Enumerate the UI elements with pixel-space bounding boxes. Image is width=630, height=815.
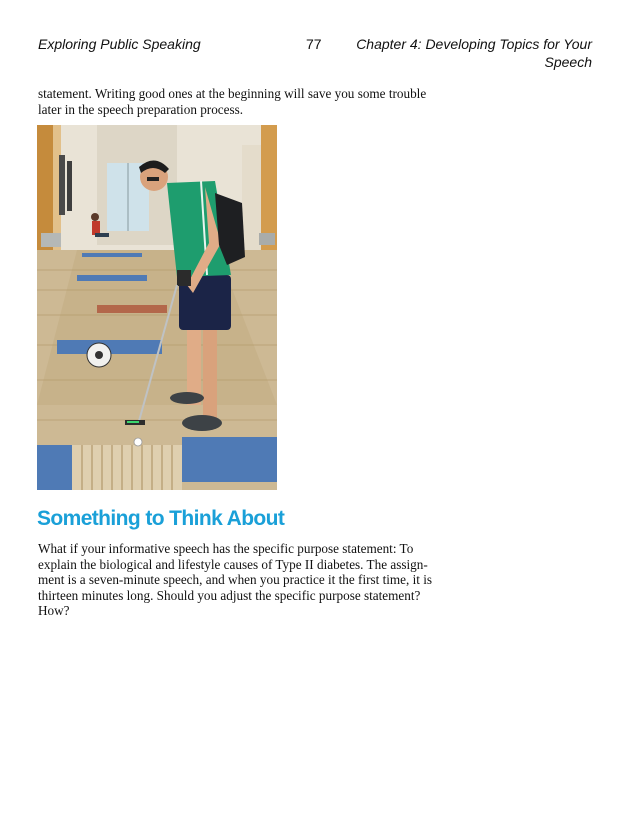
section-heading: Something to Think About <box>37 507 285 530</box>
chapter-line-1: Chapter 4: Developing Topics for Your <box>356 36 592 52</box>
running-header-chapter <box>352 35 592 71</box>
photo-student-putting-golf-in-hallway <box>37 125 277 490</box>
glasses <box>147 177 159 181</box>
golf-ball <box>134 438 142 446</box>
right-shoe <box>182 415 222 431</box>
right-door-handle <box>259 233 275 245</box>
running-header-title: Exploring Public Speaking <box>38 36 201 52</box>
wall-picture <box>59 155 65 215</box>
page-number: 77 <box>306 36 322 52</box>
seated-person <box>92 221 100 235</box>
blue-carpet-tile <box>82 253 142 257</box>
hands <box>177 270 191 286</box>
left-shoe <box>170 392 204 404</box>
intro-paragraph: statement. Writing good ones at the beginning will save you some trouble later in the speech preparation process. <box>38 86 427 117</box>
red-carpet-tile <box>97 305 167 313</box>
section-body: What if your informative speech has the specific purpose statement: To explain the biological and lifestyle causes of Type II diabetes. The assignment is a seven-minute speech, and when you practice it the first time, it is thirteen minutes long. Should you adjust the specific purpose statement? How? <box>38 541 433 618</box>
right-leg <box>203 325 217 420</box>
hallway-illustration <box>37 125 277 490</box>
chapter-line-2: Speech <box>544 54 592 70</box>
door-handle <box>41 233 61 247</box>
